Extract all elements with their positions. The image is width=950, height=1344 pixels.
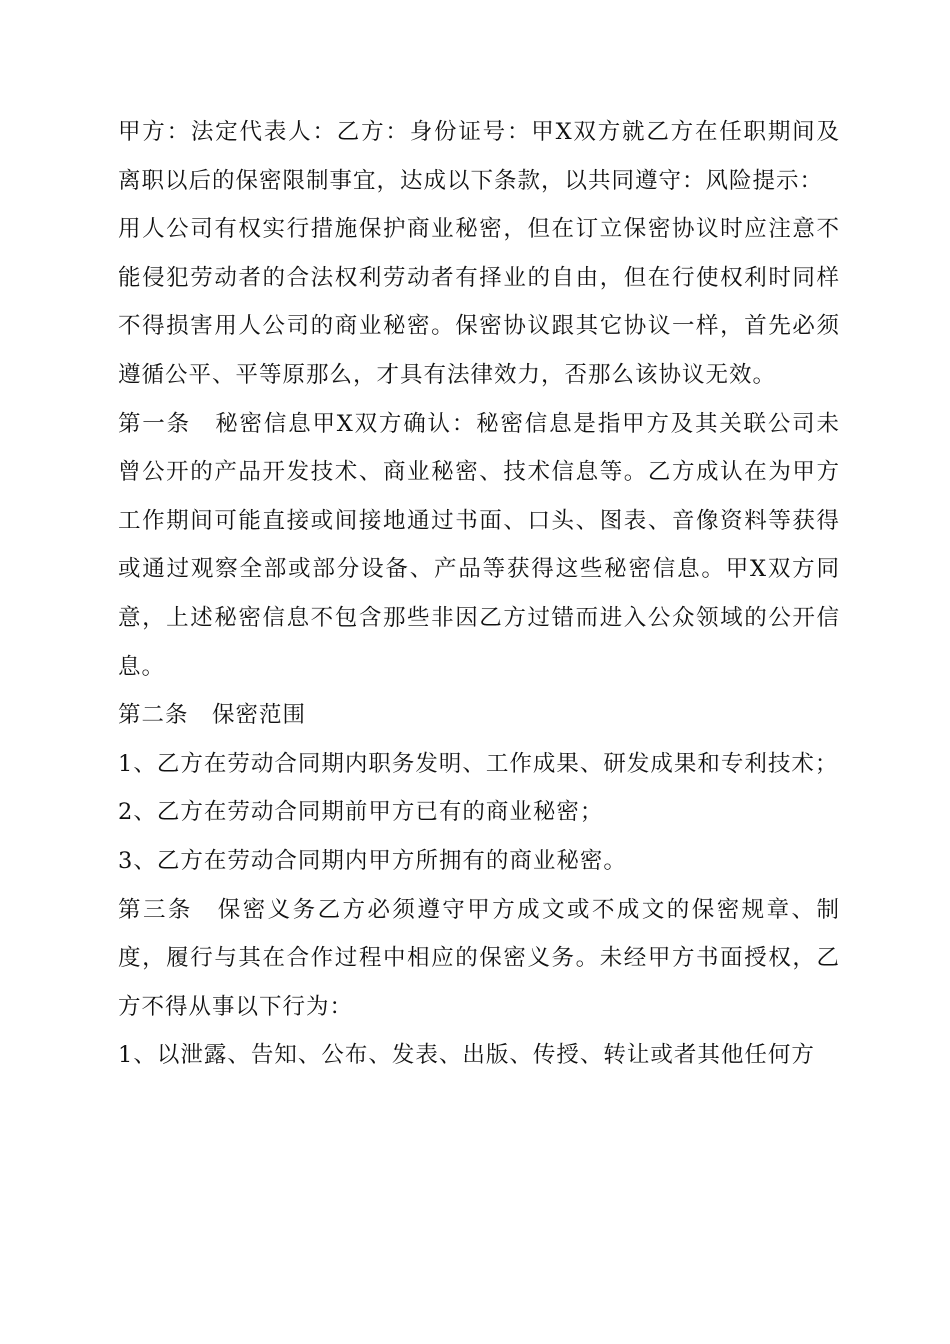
paragraph-parties: 甲方：法定代表人：乙方：身份证号：甲X双方就乙方在任职期间及离职以后的保密限制事宜，达成以下条款，以共同遵守：风险提示： (118, 119, 840, 194)
paragraph-article-2-item-1: 1、乙方在劳动合同期内职务发明、工作成果、研发成果和专利技术； (118, 750, 839, 777)
paragraph-article-2-item-2: 2、乙方在劳动合同期前甲方已有的商业秘密； (118, 799, 604, 826)
paragraph-risk-notice: 用人公司有权实行措施保护商业秘密，但在订立保密协议时应注意不能侵犯劳动者的合法权利劳动者有择业的自由，但在行使权利时同样不得损害用人公司的商业秘密。保密协议跟其它协议一样，首先必须遵循公平、平等原那么，才具有法律效力，否那么该协议无效。 (118, 216, 840, 388)
paragraph-article-3-item-1: 1、以泄露、告知、公布、发表、出版、传授、转让或者其他任何方 (118, 1042, 815, 1069)
paragraph-article-3: 第三条 保密义务乙方必须遵守甲方成文或不成文的保密规章、制度，履行与其在合作过程中相应的保密义务。未经甲方书面授权，乙方不得从事以下行为： (118, 896, 840, 1020)
paragraph-article-1: 第一条 秘密信息甲X双方确认：秘密信息是指甲方及其关联公司未曾公开的产品开发技术、商业秘密、技术信息等。乙方成认在为甲方工作期间可能直接或间接地通过书面、口头、图表、音像资料等获得或通过观察全部或部分设备、产品等获得这些秘密信息。甲X双方同意，上述秘密信息不包含那些非因乙方过错而进入公众领域的公开信息。 (118, 410, 840, 680)
paragraph-article-2-title: 第二条 保密范围 (118, 702, 307, 729)
paragraph-article-2-item-3: 3、乙方在劳动合同期内甲方所拥有的商业秘密。 (118, 847, 627, 874)
document-page (118, 108, 840, 1080)
